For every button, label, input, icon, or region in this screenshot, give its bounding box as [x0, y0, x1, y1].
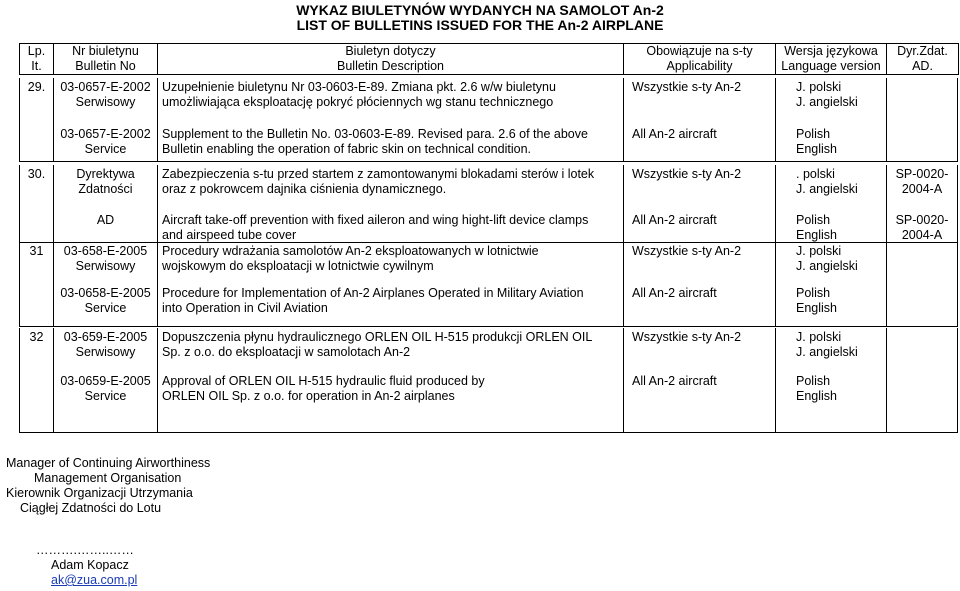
cell-text: 03-0657-E-2002 [60, 80, 151, 94]
bulletin-description [157, 78, 623, 125]
bulletin-description [157, 211, 623, 242]
cell-text: All An-2 aircraft [632, 286, 717, 300]
cell-text: 30. [27, 167, 46, 181]
cell-text: All An-2 aircraft [632, 213, 717, 227]
signature-dots: ……….……..…… [36, 543, 134, 557]
bulletin-no [53, 372, 157, 432]
applicability [623, 165, 775, 213]
ad-number [886, 242, 958, 284]
page-title-en: LIST OF BULLETINS ISSUED FOR THE An-2 AIRPLANE [296, 17, 664, 33]
cell-text: Wszystkie s-ty An-2 [632, 330, 742, 344]
cell-text: Polish [796, 374, 831, 388]
row-divider [19, 432, 958, 433]
cell-text: English [796, 301, 837, 315]
ad-number [886, 328, 958, 372]
ad-number [886, 78, 958, 125]
cell-text: Serwisowy [75, 95, 136, 109]
language-version [775, 211, 886, 242]
footer-line: Management Organisation [34, 471, 182, 485]
cell-text: Serwisowy [75, 259, 136, 273]
language-version [775, 78, 886, 125]
bulletin-no [53, 211, 157, 242]
header-bulletin-no: Nr biuletynu Bulletin No [54, 44, 158, 75]
ad-number [886, 211, 958, 242]
cell-text: and airspeed tube cover [162, 228, 297, 242]
cell-text: Supplement to the Bulletin No. 03-0603-E-89. Revised para. 2.6 of the above [162, 127, 588, 141]
bulletin-description [157, 328, 623, 372]
row-lp [19, 242, 53, 284]
bulletin-description [157, 242, 623, 284]
row-lp [19, 165, 53, 213]
cell-text: Uzupełnienie biuletynu Nr 03-0603-E-89. Zmiana pkt. 2.6 w/w biuletynu [162, 80, 556, 94]
cell-text: into Operation in Civil Aviation [162, 301, 328, 315]
cell-text: Service [84, 389, 127, 403]
cell-text: Procedury wdrażania samolotów An-2 eksploatowanych w lotnictwie [162, 244, 539, 258]
cell-text: Service [84, 301, 127, 315]
cell-text: J. angielski [796, 95, 858, 109]
applicability [623, 242, 775, 284]
header-lp: Lp. It. [20, 44, 54, 75]
bulletin-description [157, 372, 623, 432]
bulletin-no [53, 78, 157, 125]
applicability [623, 284, 775, 326]
cell-text: All An-2 aircraft [632, 374, 717, 388]
signatory-name: Adam Kopacz [51, 558, 129, 572]
footer-line: Manager of Continuing Airworthiness [6, 456, 211, 470]
cell-text: Dyrektywa [76, 167, 135, 181]
ad-number [886, 284, 958, 326]
applicability [623, 125, 775, 161]
language-version [775, 328, 886, 372]
cell-text: 03-0659-E-2005 [60, 374, 151, 388]
cell-text: J. angielski [796, 345, 858, 359]
page-title-pl: WYKAZ BIULETYNÓW WYDANYCH NA SAMOLOT An-2 [296, 2, 664, 18]
cell-text: English [796, 389, 837, 403]
cell-text: 31 [29, 244, 44, 258]
header-applicability: Obowiązuje na s-ty Applicability [624, 44, 776, 75]
cell-text: Polish [796, 213, 831, 227]
cell-text: 2004-A [901, 228, 943, 242]
header-ad: Dyr.Zdat. AD. [887, 44, 959, 75]
row-divider [19, 326, 958, 327]
cell-text: Zdatności [78, 182, 133, 196]
cell-text: 03-0658-E-2005 [60, 286, 151, 300]
ad-number [886, 372, 958, 432]
cell-text: Procedure for Implementation of An-2 Airplanes Operated in Military Aviation [162, 286, 584, 300]
cell-text: Service [84, 142, 127, 156]
language-version [775, 372, 886, 432]
bulletins-table [19, 43, 959, 75]
header-description: Biuletyn dotyczy Bulletin Description [158, 44, 624, 75]
cell-text: Wszystkie s-ty An-2 [632, 80, 742, 94]
bulletin-description [157, 284, 623, 326]
email-link[interactable]: ak@zua.com.pl [51, 573, 138, 587]
bulletin-no [53, 284, 157, 326]
cell-text: J. angielski [796, 182, 858, 196]
footer-line: Kierownik Organizacji Utrzymania [6, 486, 193, 500]
row-divider [19, 161, 958, 162]
bulletin-no [53, 242, 157, 284]
cell-text: umożliwiająca eksploatację pokryć płóciennych wg stanu technicznego [162, 95, 554, 109]
cell-text: 03-0657-E-2002 [60, 127, 151, 141]
table-header-row [20, 44, 959, 75]
applicability [623, 372, 775, 432]
language-version [775, 242, 886, 284]
applicability [623, 211, 775, 242]
cell-text: 29. [27, 80, 46, 94]
cell-text: Polish [796, 286, 831, 300]
row-lp [19, 78, 53, 125]
footer-line: Ciągłej Zdatności do Lotu [20, 501, 162, 515]
cell-text: All An-2 aircraft [632, 127, 717, 141]
cell-text: Zabezpieczenia s-tu przed startem z zamontowanymi blokadami sterów i lotek [162, 167, 595, 181]
footer-signature-block [6, 456, 210, 516]
cell-text: Approval of ORLEN OIL H-515 hydraulic fluid produced by [162, 374, 485, 388]
language-version [775, 284, 886, 326]
bulletin-no [53, 165, 157, 213]
cell-text: ORLEN OIL Sp. z o.o. for operation in An-2 airplanes [162, 389, 455, 403]
row-lp [19, 328, 53, 372]
ad-number [886, 165, 958, 213]
cell-text: Aircraft take-off prevention with fixed aileron and wing hight-lift device clamps [162, 213, 589, 227]
bulletin-no [53, 328, 157, 372]
cell-text: Dopuszczenia płynu hydraulicznego ORLEN OIL H-515 produkcji ORLEN OIL [162, 330, 593, 344]
cell-text: Polish [796, 127, 831, 141]
cell-text: 2004-A [901, 182, 943, 196]
header-language: Wersja językowa Language version [776, 44, 887, 75]
cell-text: English [796, 142, 837, 156]
signature [36, 543, 137, 588]
cell-text: J. angielski [796, 259, 858, 273]
cell-text: Wszystkie s-ty An-2 [632, 244, 742, 258]
cell-text: 03-659-E-2005 [63, 330, 148, 344]
row-lp [19, 372, 53, 432]
cell-text: 32 [29, 330, 44, 344]
applicability [623, 78, 775, 125]
cell-text: wojskowym do eksploatacji w lotnictwie cywilnym [162, 259, 434, 273]
cell-text: J. polski [796, 80, 842, 94]
bulletin-description [157, 165, 623, 213]
cell-text: Bulletin enabling the operation of fabric skin on technical condition. [162, 142, 531, 156]
language-version [775, 125, 886, 161]
bulletin-no [53, 125, 157, 161]
ad-number [886, 125, 958, 161]
bulletin-description [157, 125, 623, 161]
applicability [623, 328, 775, 372]
cell-text: Wszystkie s-ty An-2 [632, 167, 742, 181]
cell-text: English [796, 228, 837, 242]
language-version [775, 165, 886, 213]
cell-text: J. polski [796, 330, 842, 344]
row-lp [19, 125, 53, 161]
cell-text: AD [96, 213, 115, 227]
cell-text: Sp. z o.o. do eksploatacji w samolotach An-2 [162, 345, 411, 359]
cell-text: . polski [796, 167, 835, 181]
cell-text: SP-0020- [895, 167, 949, 181]
cell-text: oraz z pokrowcem dajnika ciśnienia dynamicznego. [162, 182, 447, 196]
cell-text: J. polski [796, 244, 842, 258]
row-lp [19, 284, 53, 326]
cell-text: Serwisowy [75, 345, 136, 359]
cell-text: SP-0020- [895, 213, 949, 227]
row-lp [19, 211, 53, 242]
cell-text: 03-658-E-2005 [63, 244, 148, 258]
